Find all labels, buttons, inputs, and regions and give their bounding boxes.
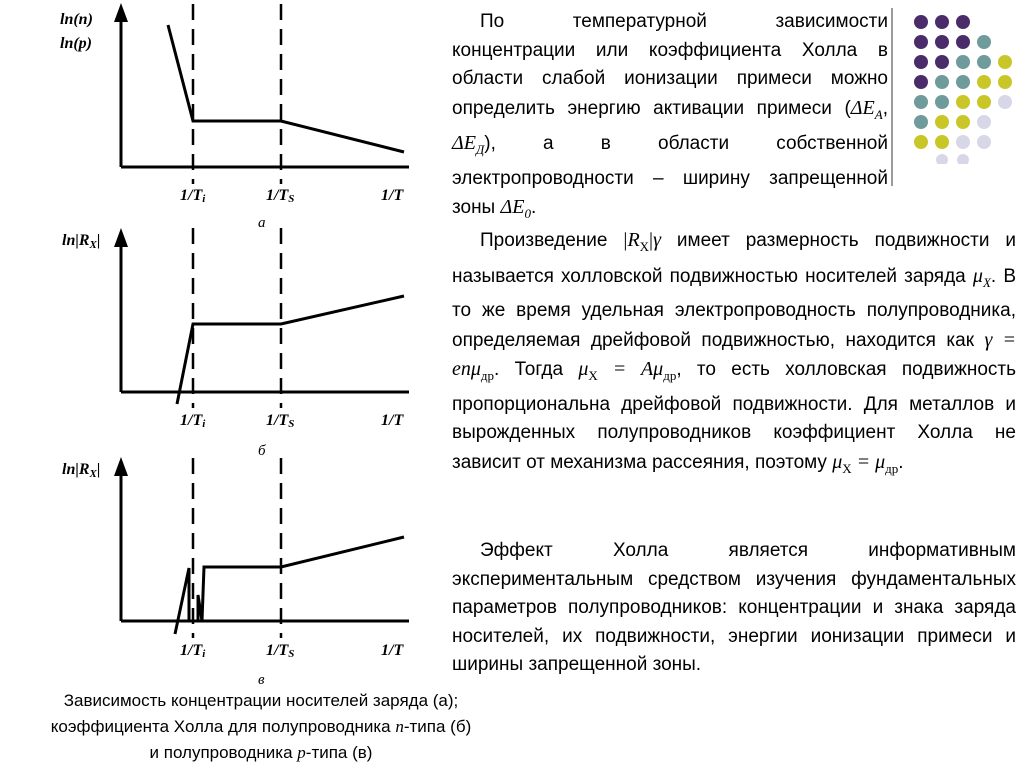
graph-a-curve xyxy=(168,25,404,152)
graph-c-y-arrow xyxy=(114,457,128,476)
figure-caption xyxy=(0,688,522,766)
graph-a-y-arrow xyxy=(114,3,128,22)
paragraph-activation-energy: По температурной зависимости концентрации или коэффициента Холла в области слабой ионизации примеси можно определить энергию активации примеси ($\Delta E_A$, $\Delta E_Д$), а в области собственной электропроводности – ширину запрещенной зоны $\Delta E_0$. xyxy=(452,11,888,221)
graph-b-xlabel-ti: 1/Ti xyxy=(180,412,206,430)
graph-a-xlabel-ts: 1/TS xyxy=(266,187,295,205)
graph-b-xlabel-t: 1/T xyxy=(381,412,404,429)
graph-b-caption: б xyxy=(258,443,266,459)
figure-caption-line2: коэффициента Холла для полупроводника n-типа (б) xyxy=(50,717,472,736)
figure-caption-line3: и полупроводника p-типа (в) xyxy=(149,743,373,762)
paragraph-hall-mobility: Произведение $|R_X|\gamma$ имеет размерность подвижности и называется холловской подвижностью носителей заряда $\mu_X$. В то же время удельная электропроводность полупроводника, определяемая дрейфовой подвижностью, находится как γ = enμ$_{др}$. Тогда $\mu_X = A\mu_{др}$, то есть холловская подвижность пропорциональна дрейфовой подвижности. Для металлов и вырожденных полупроводников коэффициент Холла не зависит от механизма рассеяния, поэтому $\mu_X = \mu_{др}$. xyxy=(452,229,1017,476)
graph-a-ylabel-n: ln(n) xyxy=(60,11,93,28)
graph-c-ylabel: ln|RX| xyxy=(62,461,101,480)
graph-c xyxy=(0,450,430,690)
graph-c-xlabel-t: 1/T xyxy=(381,642,404,659)
divider-line xyxy=(891,8,893,186)
graph-c-xlabel-ti: 1/Ti xyxy=(180,642,206,660)
graph-a xyxy=(0,0,430,235)
paragraph-hall-effect: Эффект Холла является информативным экспериментальным средством изучения фундаментальных параметров полупроводников: концентрации и знака заряда носителей, их подвижности, энергии ионизации примеси и ширины запрещенной зоны. xyxy=(452,540,1016,675)
graph-a-xlabel-t: 1/T xyxy=(381,187,404,204)
graph-b-ylabel: ln|RX| xyxy=(62,232,101,251)
decorative-dots xyxy=(913,14,1023,164)
graph-c-caption: в xyxy=(258,672,265,688)
graph-b-y-arrow xyxy=(114,228,128,247)
graph-c-xlabel-ts: 1/TS xyxy=(266,642,295,660)
dot-grid xyxy=(914,15,1012,164)
graph-b xyxy=(0,220,430,460)
figure-caption-line1: Зависимость концентрации носителей заряда (а); xyxy=(63,691,459,710)
graph-b-xlabel-ts: 1/TS xyxy=(266,412,295,430)
graph-b-curve xyxy=(177,296,404,404)
graph-a-caption: а xyxy=(258,215,266,231)
graph-a-ylabel-p: ln(p) xyxy=(60,35,92,52)
graph-a-xlabel-ti: 1/Ti xyxy=(180,187,206,205)
graph-c-curve xyxy=(175,537,404,634)
